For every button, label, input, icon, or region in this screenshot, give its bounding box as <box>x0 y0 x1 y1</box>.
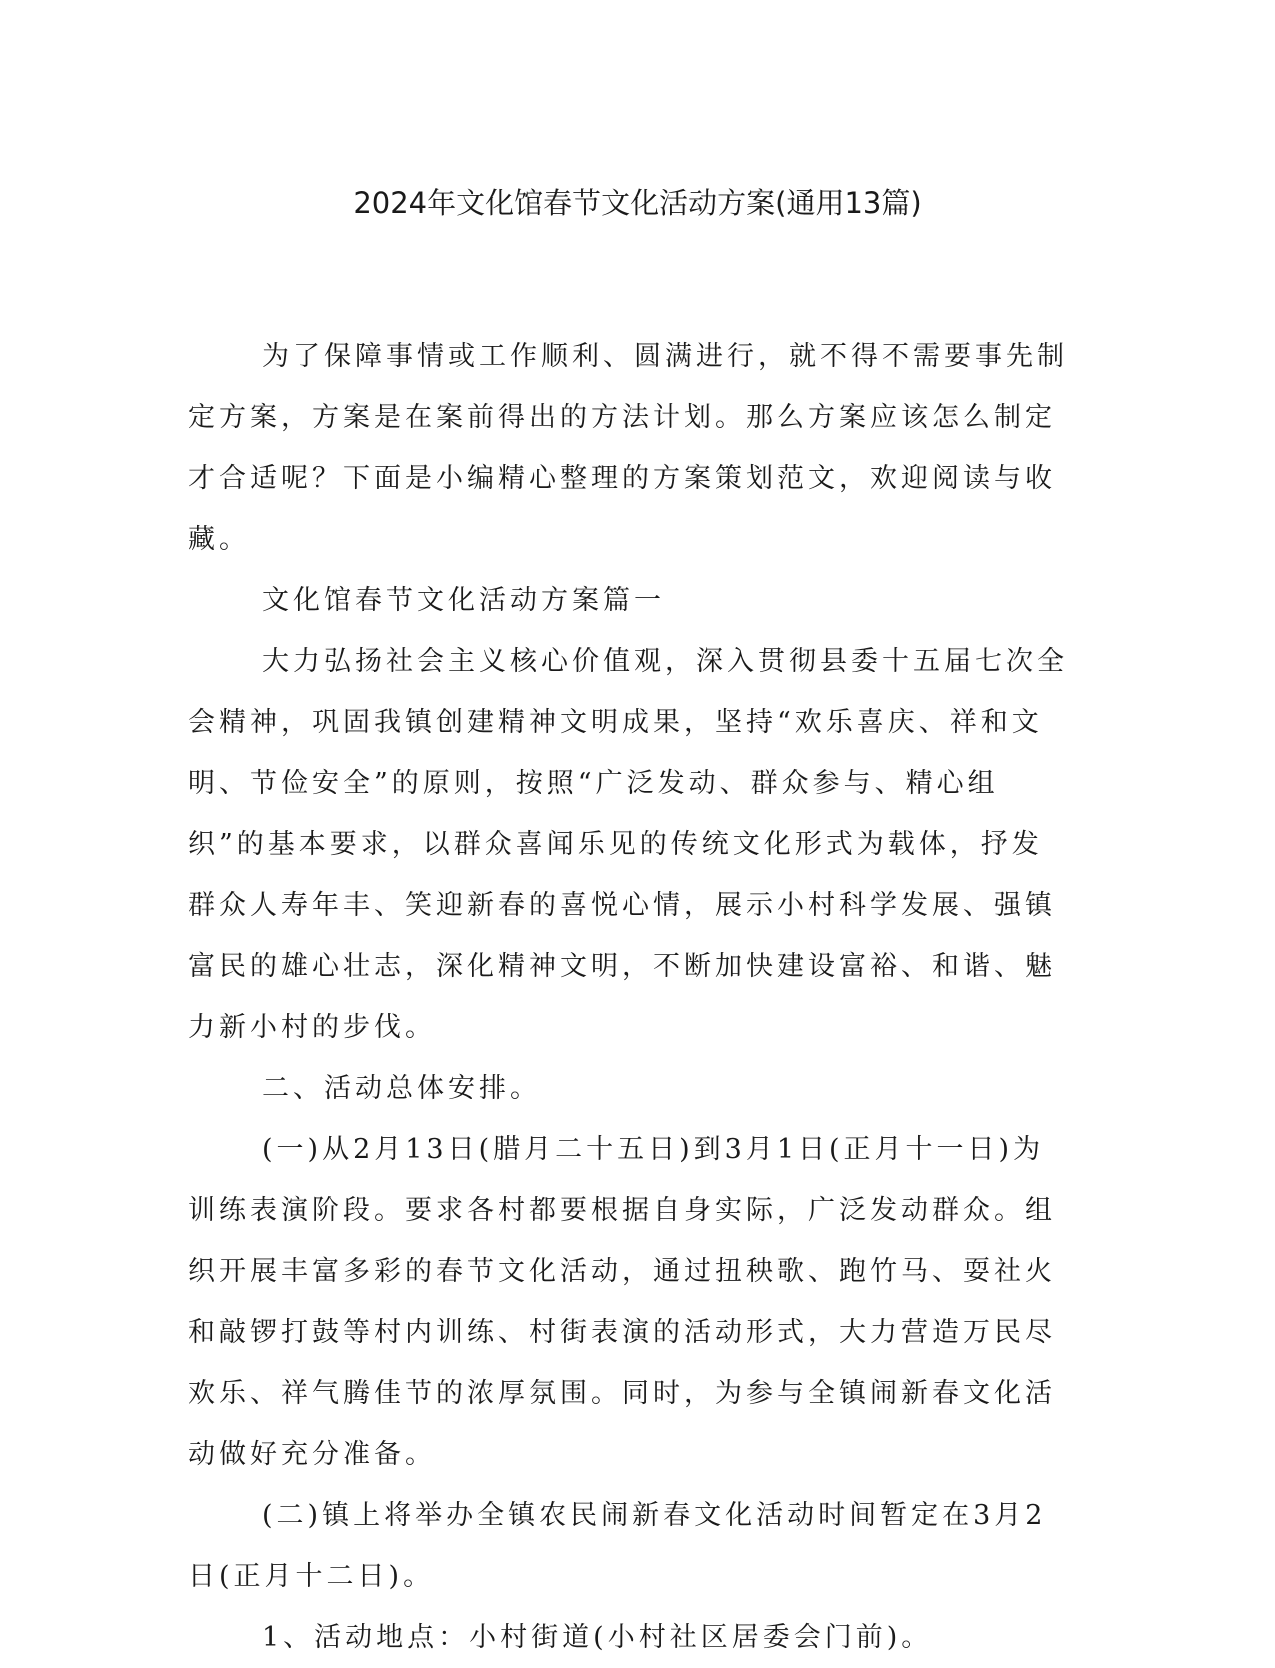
document-body <box>188 326 1068 1668</box>
section-heading: 文化馆春节文化活动方案篇一 <box>262 585 665 616</box>
body-paragraph: (一)从2月13日(腊月二十五日)到3月1日(正月十一日)为训练表演阶段。要求各村都要根据自身实际，广泛发动群众。组织开展丰富多彩的春节文化活动，通过扭秧歌、跑竹马、耍社火和敲锣打鼓等村内训练、村街表演的活动形式，大力营造万民尽欢乐、祥气腾佳节的浓厚氛围。同时，为参与全镇闹新春文化活动做好充分准备。 <box>188 1134 1056 1470</box>
document-title: 2024年文化馆春节文化活动方案(通用13篇) <box>353 186 922 220</box>
body-paragraph: (二)镇上将举办全镇农民闹新春文化活动时间暂定在3月2日(正月十二日)。 <box>188 1500 1047 1592</box>
body-paragraph: 大力弘扬社会主义核心价值观，深入贯彻县委十五届七次全会精神，巩固我镇创建精神文明成果，坚持“欢乐喜庆、祥和文明、节俭安全”的原则，按照“广泛发动、群众参与、精心组织”的基本要求，以群众喜闻乐见的传统文化形式为载体，抒发群众人寿年丰、笑迎新春的喜悦心情，展示小村科学发展、强镇富民的雄心壮志，深化精神文明，不断加快建设富裕、和谐、魅力新小村的步伐。 <box>188 646 1068 1043</box>
subsection-heading: 二、活动总体安排。 <box>262 1073 541 1104</box>
list-item: 1、活动地点：小村街道(小村社区居委会门前)。 <box>262 1622 933 1653</box>
intro-paragraph: 为了保障事情或工作顺利、圆满进行，就不得不需要事先制定方案，方案是在案前得出的方法计划。那么方案应该怎么制定才合适呢？下面是小编精心整理的方案策划范文，欢迎阅读与收藏。 <box>188 341 1068 555</box>
